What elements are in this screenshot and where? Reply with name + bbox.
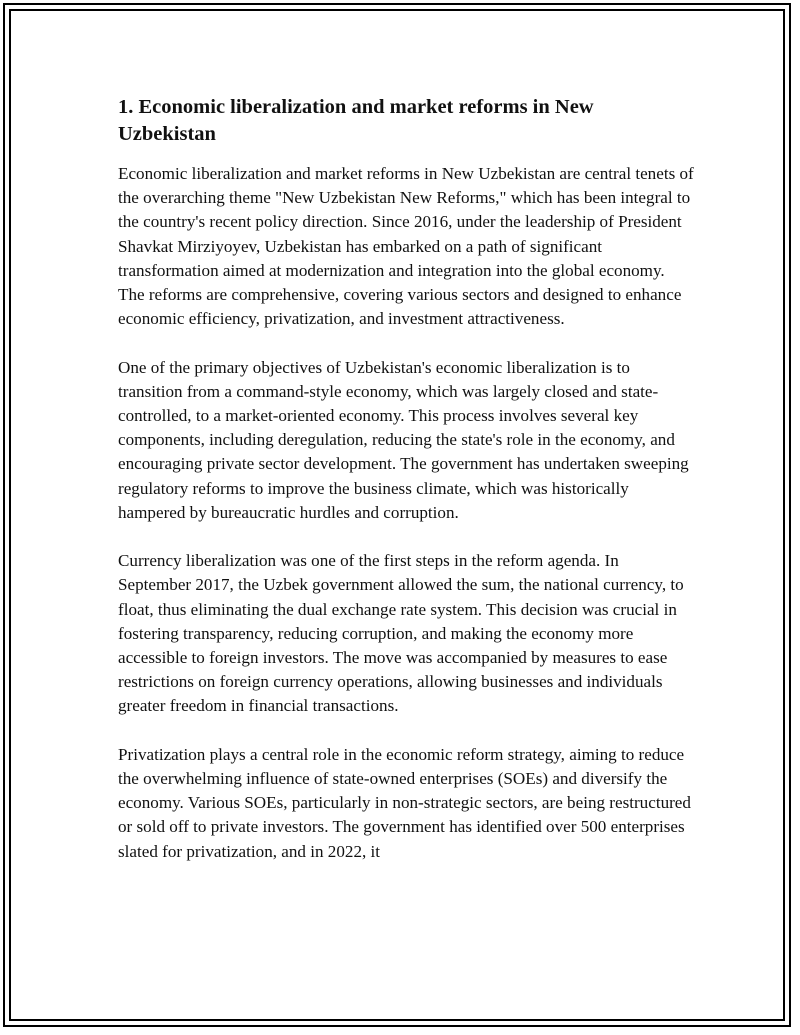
section-heading: 1. Economic liberalization and market reforms in New Uzbekistan <box>118 96 594 145</box>
document-body <box>118 94 694 888</box>
paragraph-1: Economic liberalization and market reforms in New Uzbekistan are central tenets of the overarching theme "New Uzbekistan New Reforms," which has been integral to the country's recent policy direction. Since 2016, under the leadership of President Shavkat Mirziyoyev, Uzbekistan has embarked on a path of significant transformation aimed at modernization and integration into the global economy. The reforms are comprehensive, covering various sectors and designed to enhance economic efficiency, privatization, and investment attractiveness. <box>118 164 694 329</box>
paragraph-4: Privatization plays a central role in the economic reform strategy, aiming to reduce the overwhelming influence of state-owned enterprises (SOEs) and diversify the economy. Various SOEs, particularly in non-strategic sectors, are being restructured or sold off to private investors. The government has identified over 500 enterprises slated for privatization, and in 2022, it <box>118 744 691 861</box>
paragraph-3: Currency liberalization was one of the first steps in the reform agenda. In September 2017, the Uzbek government allowed the sum, the national currency, to float, thus eliminating the dual exchange rate system. This decision was crucial in fostering transparency, reducing corruption, and making the economy more accessible to foreign investors. The move was accompanied by measures to ease restrictions on foreign currency operations, allowing businesses and individuals greater freedom in financial transactions. <box>118 551 684 716</box>
paragraph-2: One of the primary objectives of Uzbekistan's economic liberalization is to transition from a command-style economy, which was largely closed and state-controlled, to a market-oriented economy. This process involves several key components, including deregulation, reducing the state's role in the economy, and encouraging private sector development. The government has undertaken sweeping regulatory reforms to improve the business climate, which was historically hampered by bureaucratic hurdles and corruption. <box>118 357 689 522</box>
